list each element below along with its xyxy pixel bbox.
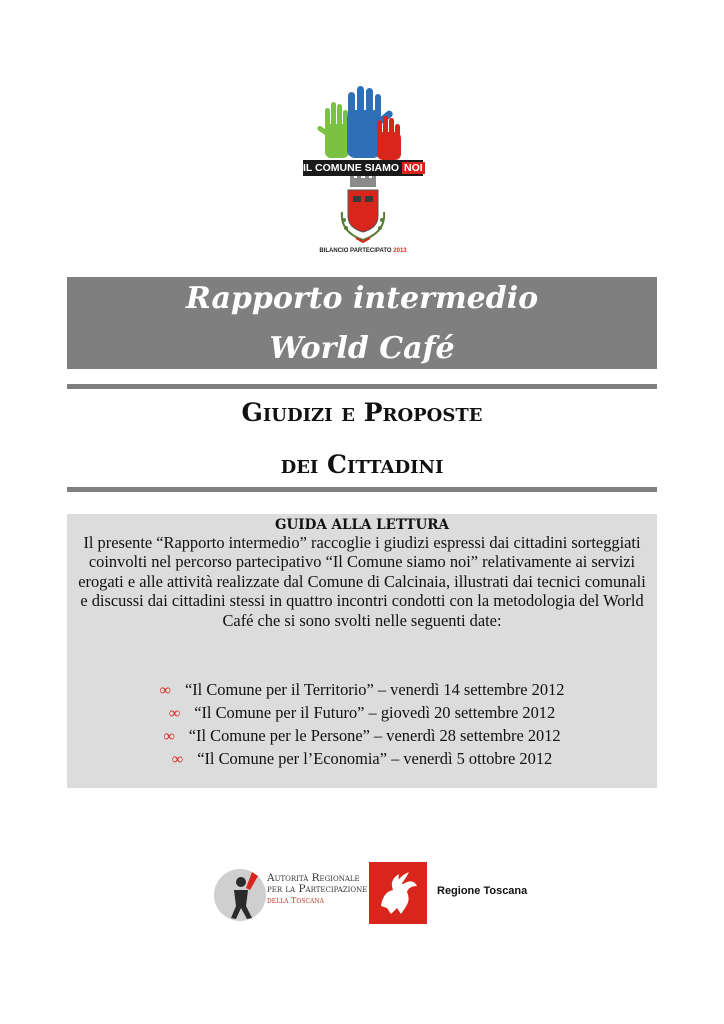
green-hand-icon	[316, 102, 349, 158]
brand-banner	[303, 160, 423, 176]
banner-text: IL COMUNE SIAMO	[303, 162, 400, 174]
heading-line-2: dei Cittadini	[280, 450, 444, 479]
brand-subtitle	[300, 248, 426, 254]
reading-guide-box	[67, 514, 657, 788]
divider-top	[67, 384, 657, 389]
title-box	[67, 277, 657, 369]
title-line-1: Rapporto intermedio	[185, 281, 539, 316]
infinity-bullet-icon: ∞	[163, 728, 175, 745]
infinity-bullet-icon: ∞	[168, 705, 181, 722]
list-item	[67, 726, 657, 747]
date-text: “Il Comune per l’Economia” – venerdì 5 ottobre 2012	[197, 749, 553, 768]
infinity-bullet-icon: ∞	[171, 751, 184, 768]
subtitle-text: BILANCIO PARTECIPATO	[319, 248, 392, 254]
arp-text	[267, 873, 377, 906]
banner-highlight: NOI	[403, 162, 423, 174]
date-text: “Il Comune per il Territorio” – venerdì 14 settembre 2012	[184, 680, 565, 699]
date-text: “Il Comune per il Futuro” – giovedì 20 settembre 2012	[194, 703, 556, 722]
infinity-bullet-icon: ∞	[159, 682, 171, 699]
list-item	[67, 703, 657, 724]
calcinaia-crest-icon	[336, 176, 390, 246]
title-line-2: World Café	[269, 331, 455, 366]
arp-line-2: per la Partecipazione	[267, 883, 368, 895]
arp-line-3: della Toscana	[267, 896, 324, 905]
guide-body: Il presente “Rapporto intermedio” raccoglie i giudizi espressi dai cittadini sorteggiati coinvolti nel percorso partecipativo “Il Comune siamo noi” relativamente ai servizi erogati e alle attività realizzate dal Comune di Calcinaia, illustrati dai tecnici comunali e discussi dai cittadini stessi in quattro incontri condotti con la metodologia del World Café che si sono svolti nelle seguenti date:	[78, 533, 646, 630]
divider-bottom	[67, 487, 657, 492]
regione-toscana-name: Regione Toscana	[437, 885, 528, 897]
red-hand-icon	[377, 116, 401, 160]
arp-line-1: Autorità Regionale	[267, 872, 360, 884]
list-item	[67, 680, 657, 701]
subtitle-year: 2013	[393, 248, 407, 254]
heading-line-1: Giudizi e Proposte	[241, 398, 483, 427]
guide-title: GUIDA ALLA LETTURA	[275, 517, 449, 533]
regione-toscana-pegasus-icon	[369, 862, 427, 924]
list-item	[67, 749, 657, 770]
date-text: “Il Comune per le Persone” – venerdì 28 settembre 2012	[188, 726, 561, 745]
